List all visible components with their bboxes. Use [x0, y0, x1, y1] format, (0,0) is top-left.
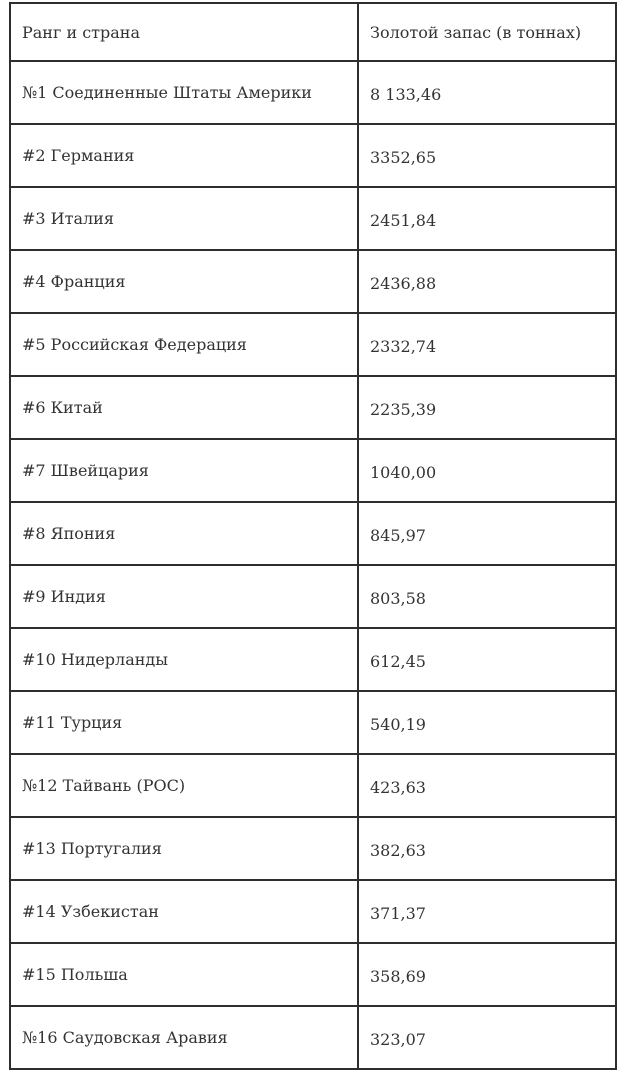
table-row	[10, 754, 616, 817]
header-rank-country: Ранг и страна	[10, 3, 358, 61]
gold-cell: 2451,84	[358, 187, 616, 250]
table-row	[10, 1006, 616, 1069]
gold-cell: 2235,39	[358, 376, 616, 439]
country-cell: №1 Соединенные Штаты Америки	[10, 61, 358, 124]
gold-cell: 2332,74	[358, 313, 616, 376]
header-gold-reserve: Золотой запас (в тоннах)	[358, 3, 616, 61]
table-row	[10, 943, 616, 1006]
gold-cell: 540,19	[358, 691, 616, 754]
gold-cell: 423,63	[358, 754, 616, 817]
gold-cell: 612,45	[358, 628, 616, 691]
gold-cell: 371,37	[358, 880, 616, 943]
country-cell: #8 Япония	[10, 502, 358, 565]
country-cell: #13 Португалия	[10, 817, 358, 880]
gold-cell: 3352,65	[358, 124, 616, 187]
table-header-row	[10, 3, 616, 61]
country-cell: №16 Саудовская Аравия	[10, 1006, 358, 1069]
country-cell: #6 Китай	[10, 376, 358, 439]
country-cell: #10 Нидерланды	[10, 628, 358, 691]
table-row	[10, 250, 616, 313]
table-row	[10, 817, 616, 880]
country-cell: #11 Турция	[10, 691, 358, 754]
country-cell: #15 Польша	[10, 943, 358, 1006]
gold-cell: 803,58	[358, 565, 616, 628]
table-row	[10, 565, 616, 628]
table-row	[10, 124, 616, 187]
table-row	[10, 61, 616, 124]
country-cell: #9 Индия	[10, 565, 358, 628]
gold-cell: 2436,88	[358, 250, 616, 313]
gold-reserves-table-container	[9, 2, 620, 1070]
table-row	[10, 691, 616, 754]
country-cell: #7 Швейцария	[10, 439, 358, 502]
table-row	[10, 313, 616, 376]
country-cell: #4 Франция	[10, 250, 358, 313]
country-cell: #5 Российская Федерация	[10, 313, 358, 376]
table-row	[10, 376, 616, 439]
table-row	[10, 880, 616, 943]
gold-cell: 358,69	[358, 943, 616, 1006]
gold-cell: 382,63	[358, 817, 616, 880]
gold-reserves-table	[9, 2, 617, 1070]
country-cell: №12 Тайвань (РОС)	[10, 754, 358, 817]
gold-cell: 323,07	[358, 1006, 616, 1069]
table-row	[10, 439, 616, 502]
table-row	[10, 187, 616, 250]
table-row	[10, 502, 616, 565]
table-row	[10, 628, 616, 691]
country-cell: #2 Германия	[10, 124, 358, 187]
gold-cell: 845,97	[358, 502, 616, 565]
gold-cell: 1040,00	[358, 439, 616, 502]
country-cell: #14 Узбекистан	[10, 880, 358, 943]
gold-cell: 8 133,46	[358, 61, 616, 124]
country-cell: #3 Италия	[10, 187, 358, 250]
